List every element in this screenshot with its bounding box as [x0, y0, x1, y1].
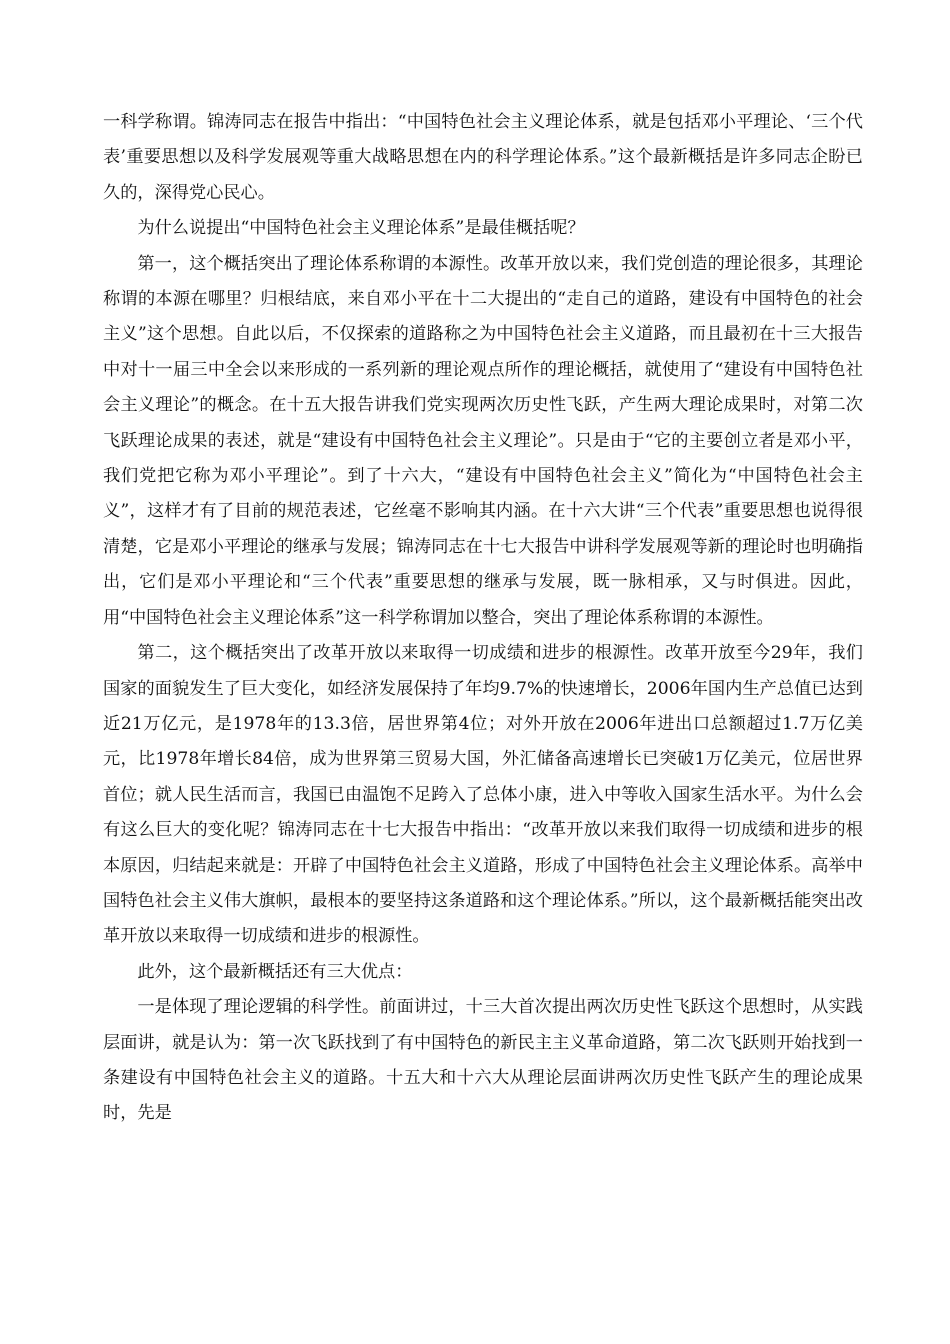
paragraph-2: 为什么说提出“中国特色社会主义理论体系”是最佳概括呢？	[137, 218, 585, 239]
paragraph-5: 此外，这个最新概括还有三大优点：	[137, 961, 413, 982]
paragraph-3: 第一，这个概括突出了理论体系称谓的本源性。改革开放以来，我们党创造的理论很多，其理论称谓的本源在哪里？归根结底，来自邓小平在十二大提出的“走自己的道路，建设有中国特色的社会主义”这个思想。自此以后，不仅探索的道路称之为中国特色社会主义道路，而且最初在十三大报告中对十一届三中全会以来形成的一系列新的理论观点所作的理论概括，就使用了“建设有中国特色社会主义理论”的概念。在十五大报告讲我们党实现两次历史性飞跃，产生两大理论成果时，对第二次飞跃理论成果的表述，就是“建设有中国特色社会主义理论”。只是由于“它的主要创立者是邓小平，我们党把它称为邓小平理论”。到了十六大，“建设有中国特色社会主义”简化为“中国特色社会主义”，这样才有了目前的规范表述，它丝毫不影响其内涵。在十六大讲“三个代表”重要思想也说得很清楚，它是邓小平理论的继承与发展；锦涛同志在十七大报告中讲科学发展观等新的理论时也明确指出，它们是邓小平理论和“三个代表”重要思想的继承与发展，既一脉相承，又与时俱进。因此，用“中国特色社会主义理论体系”这一科学称谓加以整合，突出了理论体系称谓的本源性。	[103, 253, 863, 628]
paragraph-6: 一是体现了理论逻辑的科学性。前面讲过，十三大首次提出两次历史性飞跃这个思想时，从实践层面讲，就是认为：第一次飞跃找到了有中国特色的新民主主义革命道路，第二次飞跃则开始找到一条建设有中国特色社会主义的道路。十五大和十六大从理论层面讲两次历史性飞跃产生的理论成果时，先是	[103, 997, 863, 1124]
paragraph-4: 第二，这个概括突出了改革开放以来取得一切成绩和进步的根源性。改革开放至今29年，我们国家的面貌发生了巨大变化，如经济发展保持了年均9.7%的快速增长，2006年国内生产总值已达到近21万亿元，是1978年的13.3倍，居世界第4位；对外开放在2006年进出口总额超过1.7万亿美元，比1978年增长84倍，成为世界第三贸易大国，外汇储备高速增长已突破1万亿美元，位居世界首位；就人民生活而言，我国已由温饱不足跨入了总体小康，进入中等收入国家生活水平。为什么会有这么巨大的变化呢？锦涛同志在十七大报告中指出：“改革开放以来我们取得一切成绩和进步的根本原因，归结起来就是：开辟了中国特色社会主义道路，形成了中国特色社会主义理论体系。高举中国特色社会主义伟大旗帜，最根本的要坚持这条道路和这个理论体系。”所以，这个最新概括能突出改革开放以来取得一切成绩和进步的根源性。	[103, 643, 863, 947]
paragraph-1: 一科学称谓。锦涛同志在报告中指出：“中国特色社会主义理论体系，就是包括邓小平理论、‘三个代表’重要思想以及科学发展观等重大战略思想在内的科学理论体系。”这个最新概括是许多同志企盼已久的，深得党心民心。	[103, 112, 863, 203]
document-page	[103, 105, 863, 1132]
